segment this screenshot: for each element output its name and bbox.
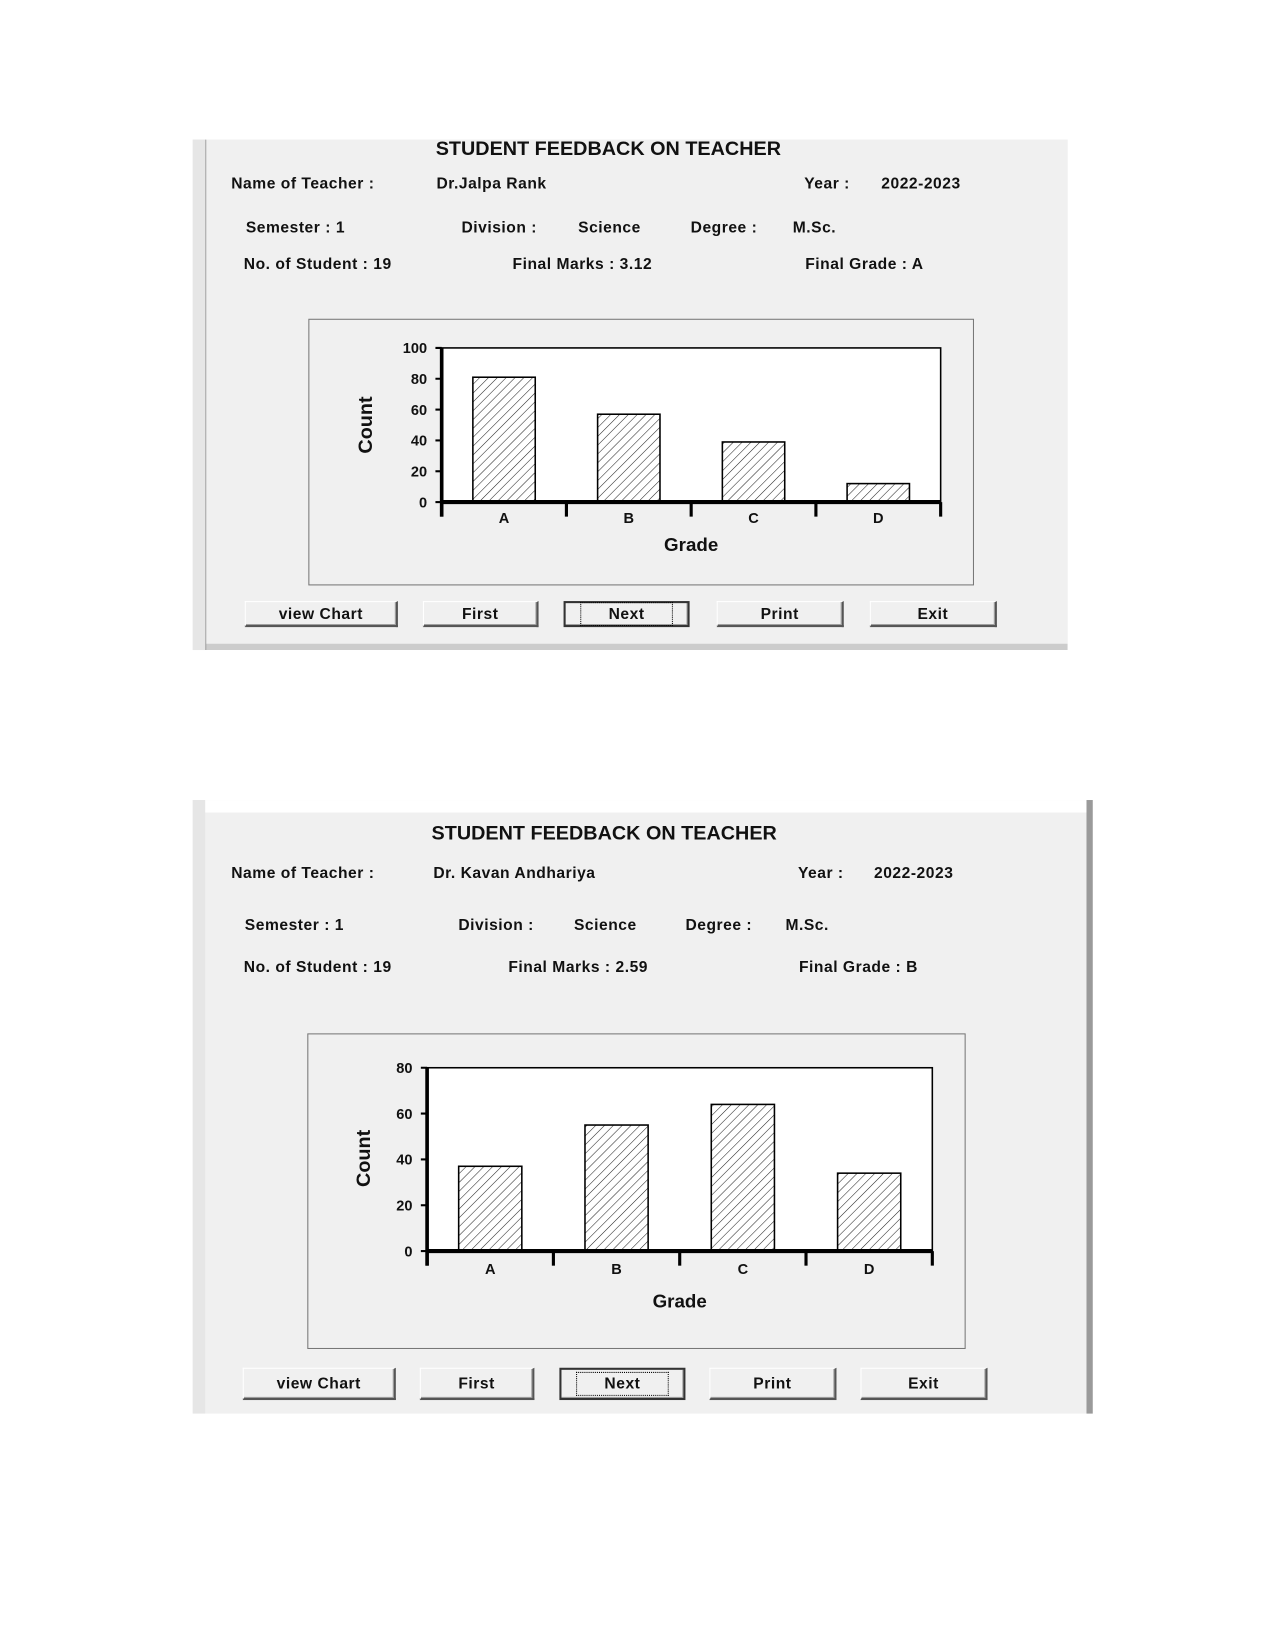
button-label: First bbox=[461, 604, 499, 623]
button-label: Next bbox=[584, 605, 670, 623]
student-count: No. of Student : 19 bbox=[243, 958, 392, 977]
first-button[interactable] bbox=[423, 601, 539, 627]
year-label: Year : bbox=[804, 175, 850, 193]
bar-B bbox=[598, 414, 660, 502]
degree-value: M.Sc. bbox=[785, 916, 829, 935]
grade-bar-chart bbox=[307, 1033, 963, 1347]
semester: Semester : 1 bbox=[245, 218, 346, 237]
y-tick-label: 60 bbox=[396, 1106, 413, 1123]
button-label: view Chart bbox=[278, 604, 363, 623]
view-chart-button[interactable] bbox=[243, 1368, 396, 1400]
x-tick-label: C bbox=[737, 1261, 749, 1278]
page-title: STUDENT FEEDBACK ON TEACHER bbox=[435, 138, 781, 161]
degree-value: M.Sc. bbox=[792, 218, 837, 237]
y-tick-label: 20 bbox=[396, 1198, 413, 1215]
bar-A bbox=[473, 377, 535, 502]
x-tick-label: B bbox=[611, 1261, 622, 1278]
y-tick-label: 80 bbox=[410, 371, 428, 388]
teacher-label: Name of Teacher : bbox=[231, 864, 375, 883]
final-marks: Final Marks : 3.12 bbox=[512, 255, 653, 273]
teacher-name: Dr.Jalpa Rank bbox=[436, 175, 547, 193]
top-band bbox=[205, 800, 1086, 813]
y-tick-label: 80 bbox=[396, 1060, 413, 1077]
button-label: First bbox=[458, 1374, 495, 1393]
y-tick-label: 40 bbox=[396, 1152, 413, 1169]
final-marks: Final Marks : 2.59 bbox=[508, 958, 649, 977]
bar-B bbox=[585, 1125, 648, 1251]
next-button[interactable] bbox=[564, 601, 690, 627]
x-tick-label: D bbox=[863, 1261, 875, 1278]
grade-bar-chart bbox=[308, 319, 972, 584]
x-axis-label: Grade bbox=[664, 534, 719, 556]
y-tick-label: 40 bbox=[410, 433, 428, 450]
first-button[interactable] bbox=[420, 1368, 535, 1400]
year-label: Year : bbox=[797, 864, 844, 883]
division-label: Division : bbox=[458, 916, 534, 935]
button-label: Print bbox=[753, 1374, 792, 1393]
button-label: Exit bbox=[917, 604, 949, 623]
teacher-name: Dr. Kavan Andhariya bbox=[433, 864, 596, 883]
exit-button[interactable] bbox=[860, 1368, 987, 1400]
y-axis-label: Count bbox=[352, 1129, 375, 1187]
division-value: Science bbox=[578, 218, 641, 237]
button-label: Exit bbox=[908, 1374, 939, 1393]
view-chart-button[interactable] bbox=[245, 601, 398, 627]
x-tick-label: C bbox=[748, 510, 759, 527]
print-button[interactable] bbox=[717, 601, 844, 627]
bar-D bbox=[847, 484, 909, 503]
print-button[interactable] bbox=[709, 1368, 836, 1400]
degree-label: Degree : bbox=[685, 916, 753, 935]
final-grade: Final Grade : B bbox=[798, 958, 918, 977]
exit-button[interactable] bbox=[870, 601, 997, 627]
page-title: STUDENT FEEDBACK ON TEACHER bbox=[431, 822, 777, 845]
feedback-window-2 bbox=[193, 800, 1093, 1414]
next-button[interactable] bbox=[559, 1368, 685, 1400]
x-axis-label: Grade bbox=[652, 1290, 707, 1312]
button-label: Print bbox=[760, 604, 799, 623]
x-tick-label: B bbox=[623, 510, 635, 527]
x-tick-label: D bbox=[873, 510, 884, 527]
y-tick-label: 0 bbox=[404, 1244, 413, 1261]
y-axis-label: Count bbox=[354, 396, 377, 454]
bar-C bbox=[711, 1104, 774, 1251]
bar-C bbox=[722, 442, 784, 502]
button-label: view Chart bbox=[276, 1374, 361, 1393]
division-value: Science bbox=[573, 916, 637, 935]
y-tick-label: 100 bbox=[402, 341, 428, 358]
final-grade: Final Grade : A bbox=[805, 255, 924, 273]
y-tick-label: 0 bbox=[418, 495, 428, 512]
y-tick-label: 20 bbox=[410, 464, 428, 481]
button-label: Next bbox=[579, 1375, 665, 1393]
bar-D bbox=[838, 1173, 901, 1251]
bar-A bbox=[459, 1166, 522, 1251]
x-tick-label: A bbox=[498, 510, 510, 527]
semester: Semester : 1 bbox=[244, 916, 344, 935]
year-value: 2022-2023 bbox=[873, 864, 954, 883]
y-tick-label: 60 bbox=[410, 402, 428, 419]
degree-label: Degree : bbox=[690, 218, 758, 237]
student-count: No. of Student : 19 bbox=[243, 255, 392, 273]
teacher-label: Name of Teacher : bbox=[231, 175, 375, 193]
year-value: 2022-2023 bbox=[881, 175, 961, 193]
x-tick-label: A bbox=[484, 1261, 496, 1278]
feedback-window-1 bbox=[193, 140, 1068, 650]
division-label: Division : bbox=[461, 218, 538, 237]
